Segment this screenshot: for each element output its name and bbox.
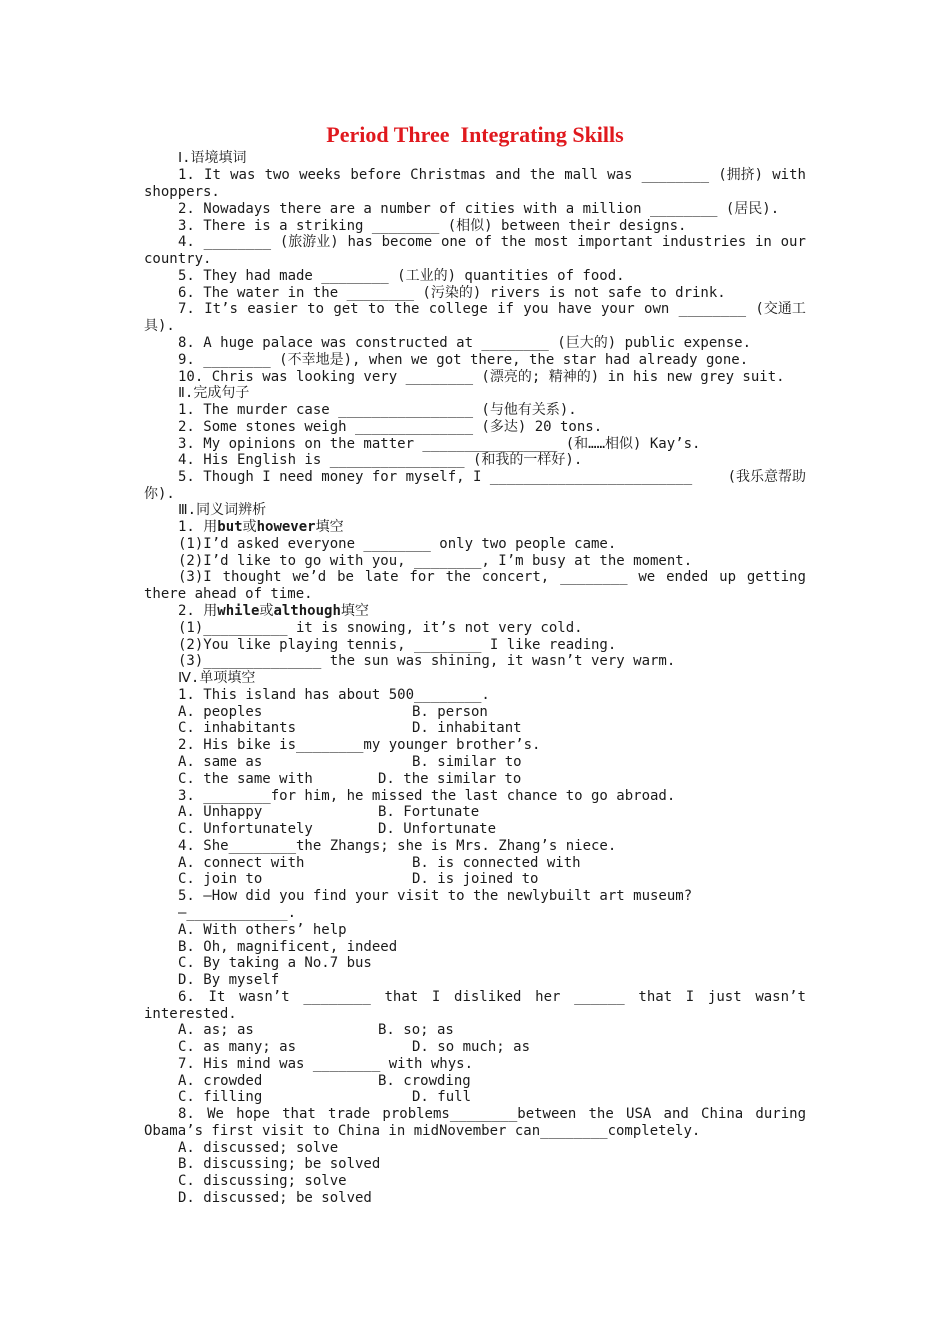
word: problems________between [382,1106,577,1122]
s3-item-2-3: (3)______________ the sun was shining, it wasn’t very warm. [178,653,676,669]
word: two [264,167,290,183]
keyword: however [256,519,316,535]
answer-blank: ________ [678,301,747,317]
option-b: B. Fortunate [378,804,480,820]
word: just [707,989,742,1005]
word: that [282,1106,316,1122]
word: own [644,301,670,317]
sub-text: 1. 用 [178,519,218,535]
s4-question-8 [178,1106,806,1123]
word: trade [328,1106,371,1122]
s3-item-2-1: (1)__________ it is snowing, it’s not very cold. [178,620,583,636]
word: in [754,234,772,250]
word: during [755,1106,806,1122]
word: It’s [204,301,238,317]
word: late [364,569,399,585]
word: easier [247,301,298,317]
q-number: 1. [178,167,195,183]
option-b: B. similar to [412,754,522,770]
word: become [381,234,433,250]
word: be [337,569,354,585]
option-a: A. as; as [178,1022,254,1038]
option-c: C. filling [178,1089,263,1105]
sub-text: 2. 用 [178,603,218,619]
s2-question-4: 4. His English is ________________ (和我的一样好). [178,452,583,468]
word: the [500,234,526,250]
option-b: B. Oh, magnificent, indeed [178,939,398,955]
s4-question-5: 5. —How did you find your visit to the newlybuilt art museum? [178,888,693,904]
s3-item-2-2: (2)You like playing tennis, ________ I like reading. [178,637,617,653]
s1-question-3: 3. There is a striking ________ (相似) between their designs. [178,218,687,234]
q-number: 8. [178,1106,195,1122]
s4-question-7: 7. His mind was ________ with whys. [178,1056,474,1072]
hint: (旅游业) [279,234,339,250]
s4-question-4: 4. She________the Zhangs; she is Mrs. Zhang’s niece. [178,838,617,854]
s1-question-2: 2. Nowadays there are a number of cities with a million ________ (居民). [178,201,780,217]
sentence-text: 5. Though I need money for myself, I ________________________ [178,469,693,485]
s1-question-10: 10. Chris was looking very ________ (漂亮的; 精神的) in his new grey suit. [178,369,785,385]
option-b: B. discussing; be solved [178,1156,381,1172]
option-c: C. join to [178,871,263,887]
s1-question-8: 8. A huge palace was constructed at ________ (巨大的) public expense. [178,335,752,351]
word: thought [222,569,282,585]
s4-question-1: 1. This island has about 500________. [178,687,490,703]
word: that [638,989,673,1005]
option-a: A. connect with [178,855,305,871]
option-a: A. peoples [178,704,263,720]
word: and [495,167,521,183]
q-number: 6. [178,989,195,1005]
option-a: A. Unhappy [178,804,263,820]
word: It [208,989,226,1005]
s4-question-5-reply: —____________. [178,905,297,921]
word: your [600,301,635,317]
option-d: D. so much; as [412,1039,531,1055]
word: It [204,167,221,183]
word: with [772,167,806,183]
option-c: C. By taking a No.7 bus [178,955,372,971]
s3-item-1-3 [178,569,806,586]
s3-item-1-3-cont: there ahead of time. [144,586,313,602]
option-c: C. Unfortunately [178,821,313,837]
option-c: C. discussing; solve [178,1173,347,1189]
s3-subheading-1 [178,519,344,536]
word: have [557,301,592,317]
option-d: D. inhabitant [412,720,522,736]
word: has [347,234,373,250]
s1-question-1-cont: shoppers. [144,184,220,200]
word: we [638,569,656,585]
hint: (拥挤) [718,167,764,183]
word: our [780,234,806,250]
word: and [663,1106,689,1122]
word: China [701,1106,744,1122]
option-a: A. discussed; solve [178,1140,339,1156]
s1-question-7-cont: 具). [144,318,175,334]
option-d: D. full [412,1089,472,1105]
sub-text: 填空 [315,519,344,535]
page-title: Period Three Integrating Skills [326,122,624,147]
hint: (交通工 [755,301,806,317]
s3-subheading-2 [178,603,369,620]
answer-blank: ________ [641,167,710,183]
word: you [523,301,549,317]
option-a: A. same as [178,754,263,770]
answer-blank: ________ [303,989,371,1005]
word: wasn’t [239,989,290,1005]
option-a: A. crowded [178,1073,263,1089]
sub-text: 填空 [340,603,369,619]
word: ended [666,569,709,585]
s1-question-4-cont: country. [144,251,212,267]
word: concert, [481,569,550,585]
word: USA [626,1106,652,1122]
s2-question-1: 1. The murder case ________________ (与他有关系). [178,402,577,418]
word: up [719,569,736,585]
answer-blank: ______ [574,989,625,1005]
s1-question-6: 6. The water in the ________ (污染的) rivers is not safe to drink. [178,285,726,301]
option-d: D. Unfortunate [378,821,497,837]
word: the [394,301,420,317]
q-number: 7. [178,301,195,317]
s4-question-8-cont: Obama’s first visit to China in midNovember can________completely. [144,1123,701,1139]
word: I [685,989,695,1005]
s1-question-1 [178,167,806,184]
s2-question-3: 3. My opinions on the matter ________________ (和……相似) Kay’s. [178,436,701,452]
option-d: D. discussed; be solved [178,1190,372,1206]
section-4-heading: Ⅳ.单项填空 [178,670,256,686]
section-2-heading: Ⅱ.完成句子 [178,385,250,401]
word: of [475,234,492,250]
word: Christmas [410,167,487,183]
word: weeks [299,167,342,183]
keyword: but [217,519,243,535]
keyword: while [217,603,260,619]
option-c: C. inhabitants [178,720,297,736]
word: wasn’t [755,989,806,1005]
word: get [333,301,359,317]
word: the [445,569,471,585]
sub-text: 或 [242,519,257,535]
s2-question-2: 2. Some stones weigh ______________ (多达) 20 tons. [178,419,603,435]
sub-text: 或 [259,603,274,619]
word: if [497,301,514,317]
s2-question-5-cont: 你). [144,486,175,502]
word: was [230,167,256,183]
word: getting [746,569,806,585]
keyword: although [273,603,341,619]
word: We [207,1106,224,1122]
option-b: B. person [412,704,488,720]
word: to [307,301,324,317]
q-number: 4. [178,234,195,250]
s4-question-6 [178,989,806,1006]
s2-question-5 [178,469,806,486]
section-3-heading: Ⅲ.同义词辨析 [178,502,267,518]
word: (3)I [178,569,212,585]
s1-question-5: 5. They had made ________ (工业的) quantities of food. [178,268,625,284]
s3-item-1-2: (2)I’d like to go with you, ________, I’m busy at the moment. [178,553,693,569]
word: to [367,301,385,317]
section-1-heading: Ⅰ.语境填词 [178,150,247,166]
s4-question-6-cont: interested. [144,1006,237,1022]
option-d: D. By myself [178,972,280,988]
option-c: C. as many; as [178,1039,297,1055]
word: hope [236,1106,270,1122]
option-b: B. is connected with [412,855,581,871]
option-b: B. so; as [378,1022,454,1038]
option-d: D. is joined to [412,871,539,887]
word: disliked [454,989,522,1005]
word: industries [661,234,747,250]
word: that [384,989,419,1005]
word: we’d [292,569,327,585]
word: I [431,989,441,1005]
word: mall [564,167,598,183]
answer-blank: ________ [560,569,628,585]
word: one [440,234,467,250]
word: before [350,167,401,183]
s1-question-7 [178,301,806,318]
word: college [428,301,488,317]
word: her [535,989,561,1005]
answer-blank: ________ [203,234,272,250]
option-a: A. With others’ help [178,922,347,938]
word: most [534,234,569,250]
word: important [577,234,654,250]
hint: (我乐意帮助 [727,469,806,485]
s3-item-1-1: (1)I’d asked everyone ________ only two people came. [178,536,617,552]
s4-question-3: 3. ________for him, he missed the last chance to go abroad. [178,788,676,804]
s1-question-9: 9. ________ (不幸地是), when we got there, the star had already gone. [178,352,749,368]
option-c: C. the same with [178,771,313,787]
word: was [607,167,633,183]
word: the [588,1106,614,1122]
option-d: D. the similar to [378,771,522,787]
s4-question-2: 2. His bike is________my younger brother’s. [178,737,541,753]
word: the [529,167,555,183]
s1-question-4 [178,234,806,251]
word: for [409,569,435,585]
option-b: B. crowding [378,1073,471,1089]
